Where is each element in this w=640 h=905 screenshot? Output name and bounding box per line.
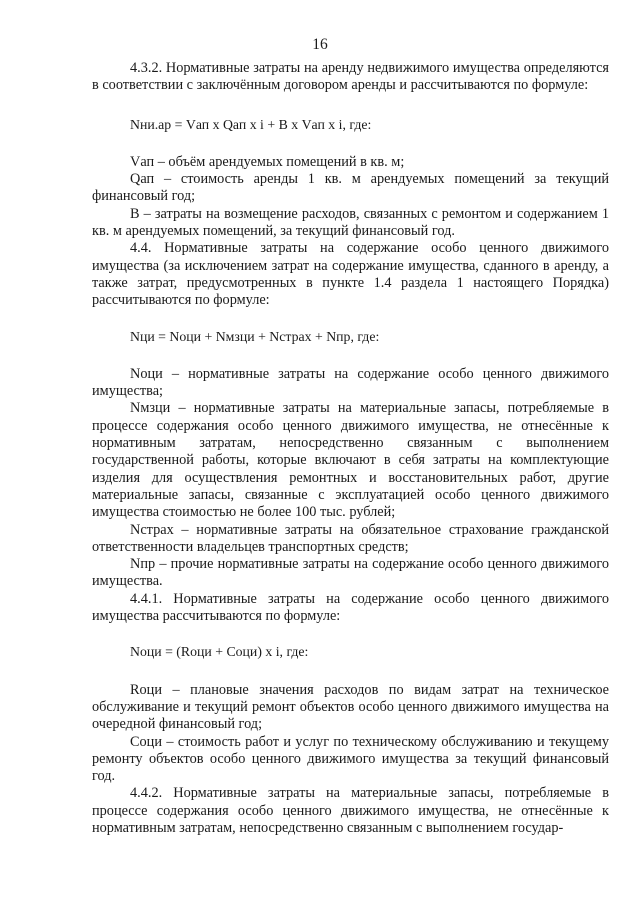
page-number: 16 — [312, 36, 328, 53]
definition-noci: Nоци – нормативные затраты на содержание особо ценного движимого имущества; — [92, 365, 609, 400]
formula-rent: Nни.ар = Vап х Qап х i + В х Vап х i, где: — [130, 116, 372, 132]
paragraph-4-4: 4.4. Нормативные затраты на содержание особо ценного движимого имущества (за исключением затрат на содержание имущества, сданного в аренду, а также затрат, предусмотренных в пункте 1.4 раздела 1 настоящего Порядка) рассчитываются по формуле: — [92, 240, 609, 309]
definition-npr: Nпр – прочие нормативные затраты на содержание особо ценного движимого имущества. — [92, 556, 609, 590]
definition-b: В – затраты на возмещение расходов, связанных с ремонтом и содержанием 1 кв. м арендуемых помещений, за текущий финансовый год. — [92, 205, 609, 240]
definition-nstrakh: Nстрах – нормативные затраты на обязательное страхование гражданской ответственности владельцев транспортных средств; — [92, 521, 609, 555]
definition-nmzci: Nмзци – нормативные затраты на материальные запасы, потребляемые в процессе содержания особо ценного движимого имущества, не отнесённые к нормативным затратам, непосредственно связанным с выполнением государственной работы, которые включают в себя затраты на комплектующие изделия для осуществления ремонтных и восстановительных работ, другие материальные запасы, связанные с эксплуатацией особо ценного движимого имущества стоимостью не более 100 тыс. рублей; — [92, 400, 609, 521]
paragraph-4-3-2: 4.3.2. Нормативные затраты на аренду недвижимого имущества определяются в соответствии с заключённым договором аренды и рассчитываются по формуле: — [92, 60, 609, 94]
paragraph-4-4-1: 4.4.1. Нормативные затраты на содержание особо ценного движимого имущества рассчитываются по формуле: — [92, 590, 609, 625]
definition-soci: Соци – стоимость работ и услуг по техническому обслуживанию и текущему ремонту объектов особо ценного движимого имущества за текущий финансовый год. — [92, 733, 609, 785]
definition-roci: Rоци – плановые значения расходов по видам затрат на техническое обслуживание и текущий ремонт объектов особо ценного движимого имущества на очередной финансовый год; — [92, 681, 609, 733]
paragraph-4-4-2: 4.4.2. Нормативные затраты на материальные запасы, потребляемые в процессе содержания особо ценного движимого имущества, не отнесённые к нормативным затратам, непосредственно связанным с выполнением государ- — [92, 785, 609, 836]
definition-qap: Qап – стоимость аренды 1 кв. м арендуемых помещений за текущий финансовый год; — [92, 171, 609, 205]
formula-noci: Nоци = (Rоци + Соци) х i, где: — [130, 644, 309, 660]
document-body — [92, 60, 609, 837]
formula-nci: Nци = Nоци + Nмзци + Nстрах + Nпр, где: — [130, 328, 380, 344]
definition-vap: Vап – объём арендуемых помещений в кв. м; — [130, 153, 405, 170]
